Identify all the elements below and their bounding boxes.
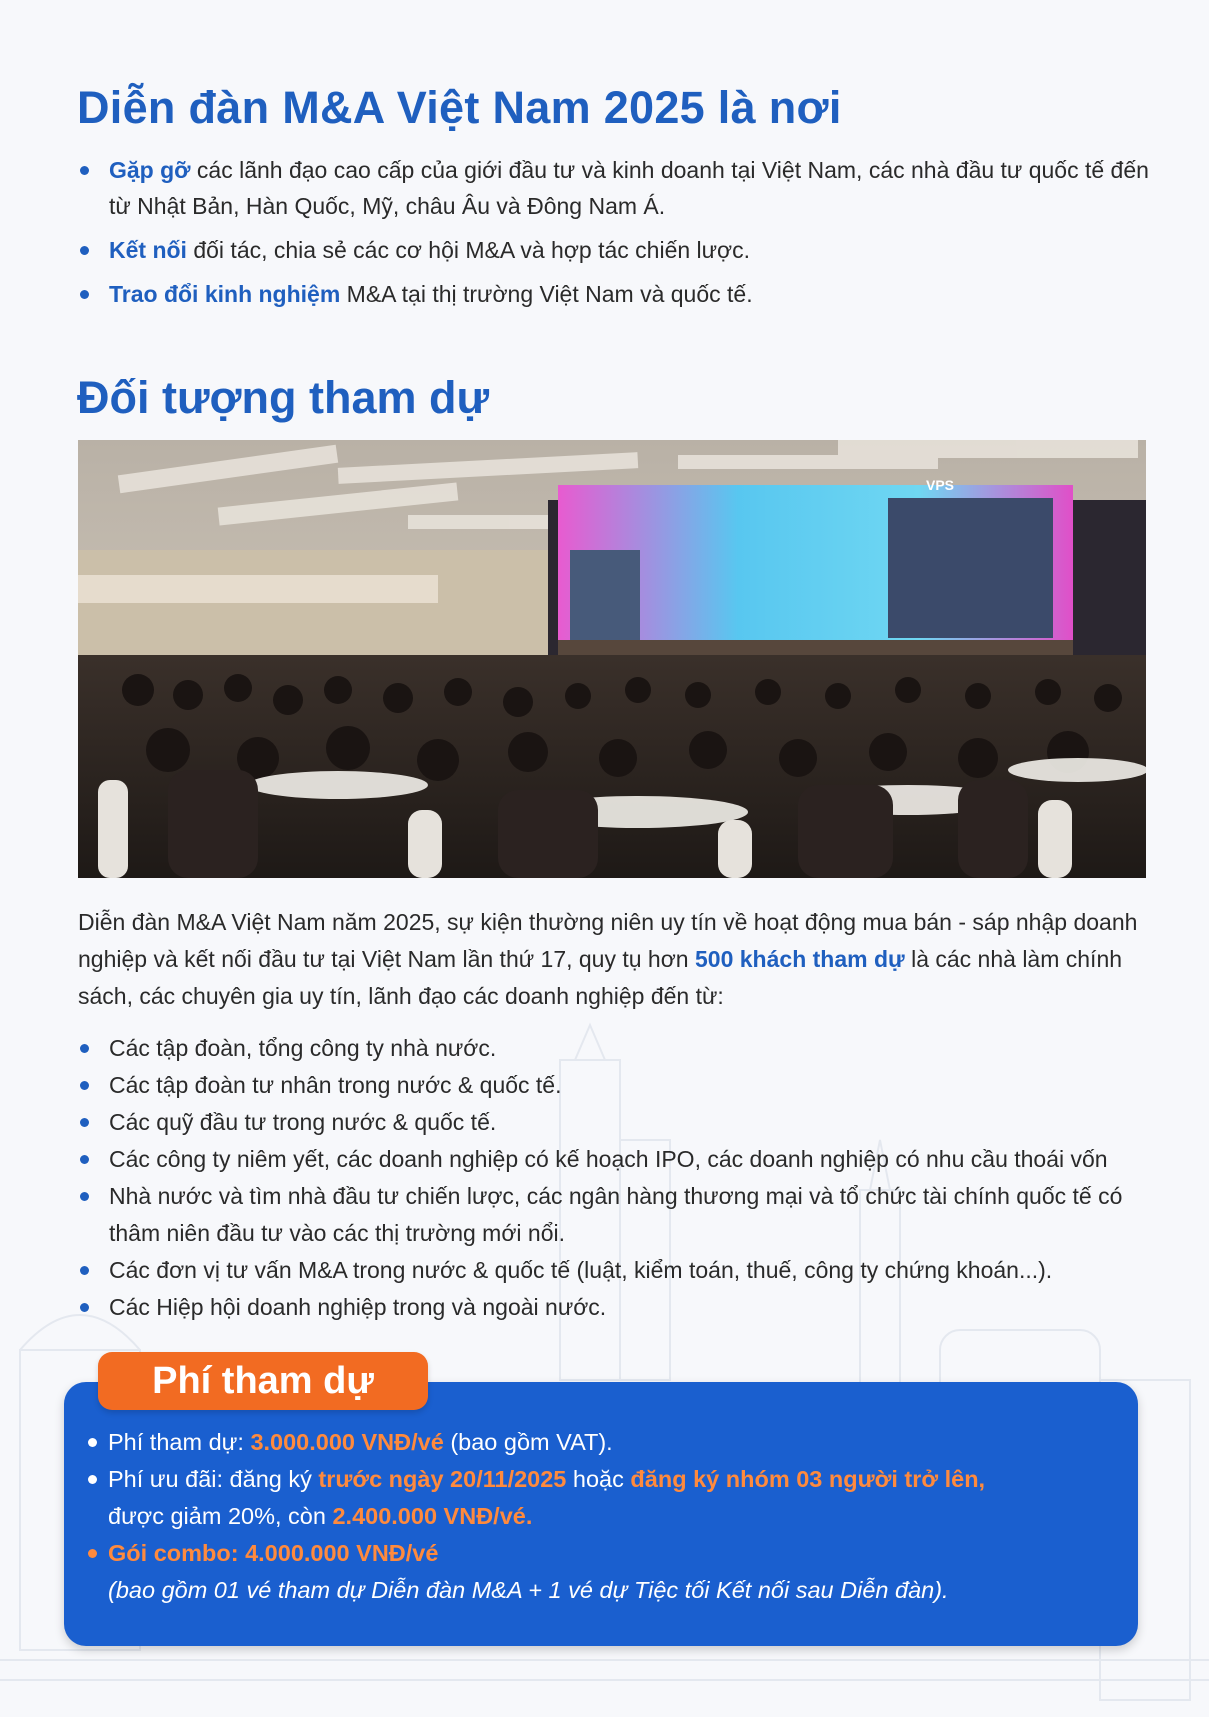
audience-item: Các công ty niêm yết, các doanh nghiệp có kế hoạch IPO, các doanh nghiệp có nhu cầu thoái vốn bbox=[77, 1141, 1157, 1178]
purpose-text: các lãnh đạo cao cấp của giới đầu tư và kinh doanh tại Việt Nam, các nhà đầu tư quốc tế đến từ Nhật Bản, Hàn Quốc, Mỹ, châu Âu và Đông Nam Á. bbox=[109, 157, 1149, 219]
audience-list bbox=[77, 1030, 1157, 1326]
purpose-text: M&A tại thị trường Việt Nam và quốc tế. bbox=[340, 281, 753, 307]
fee-standard-note: (bao gồm VAT). bbox=[443, 1429, 613, 1455]
purpose-lead: Gặp gỡ bbox=[109, 157, 191, 183]
fee-discount-text: được giảm 20%, còn bbox=[108, 1503, 333, 1529]
audience-item: Nhà nước và tìm nhà đầu tư chiến lược, các ngân hàng thương mại và tổ chức tài chính quốc tế có thâm niên đầu tư vào các thị trường mới nổi. bbox=[77, 1178, 1157, 1251]
fee-discount-date: trước ngày 20/11/2025 bbox=[318, 1466, 567, 1492]
fee-standard bbox=[86, 1424, 1126, 1461]
audience-item: Các tập đoàn tư nhân trong nước & quốc tế. bbox=[77, 1067, 1157, 1104]
fee-combo-note: (bao gồm 01 vé tham dự Diễn đàn M&A + 1 vé dự Tiệc tối Kết nối sau Diễn đàn). bbox=[108, 1577, 949, 1603]
conference-photo bbox=[78, 440, 1146, 878]
fee-discount-price: 2.400.000 VNĐ/vé. bbox=[332, 1503, 533, 1529]
fee-discount-group: đăng ký nhóm 03 người trở lên, bbox=[630, 1466, 986, 1492]
audience-item: Các quỹ đầu tư trong nước & quốc tế. bbox=[77, 1104, 1157, 1141]
fee-discount-label: Phí ưu đãi: đăng ký bbox=[108, 1466, 319, 1492]
description-text-b: là các nhà làm chính sách, các chuyên gia uy tín, lãnh đạo các doanh nghiệp đến từ: bbox=[78, 946, 1123, 1009]
purpose-item bbox=[77, 152, 1157, 224]
fee-heading: Phí tham dự bbox=[98, 1352, 428, 1410]
purpose-item bbox=[77, 232, 1157, 268]
fee-standard-price: 3.000.000 VNĐ/vé bbox=[250, 1429, 444, 1455]
purpose-lead: Kết nối bbox=[109, 237, 187, 263]
fee-combo-title: Gói combo: 4.000.000 VNĐ/vé bbox=[108, 1540, 439, 1566]
audience-item: Các tập đoàn, tổng công ty nhà nước. bbox=[77, 1030, 1157, 1067]
purpose-text: đối tác, chia sẻ các cơ hội M&A và hợp tác chiến lược. bbox=[186, 237, 751, 263]
description-text-a: Diễn đàn M&A Việt Nam năm 2025, sự kiện thường niên uy tín về hoạt động mua bán - sáp nhập doanh nghiệp và kết nối đầu tư tại Việt Nam lần thứ 17, quy tụ hơn bbox=[78, 909, 1138, 972]
attendee-count: 500 khách tham dự bbox=[695, 946, 905, 972]
fee-list bbox=[86, 1424, 1126, 1609]
purpose-lead: Trao đổi kinh nghiệm bbox=[109, 281, 341, 307]
audience-item: Các Hiệp hội doanh nghiệp trong và ngoài nước. bbox=[77, 1289, 1157, 1326]
fee-standard-label: Phí tham dự: bbox=[108, 1429, 251, 1455]
fee-discount bbox=[86, 1461, 1126, 1535]
audience-description bbox=[78, 904, 1146, 1015]
fee-combo bbox=[86, 1535, 1126, 1609]
audience-heading: Đối tượng tham dự bbox=[77, 372, 490, 423]
purpose-item bbox=[77, 276, 1157, 312]
forum-purpose-heading: Diễn đàn M&A Việt Nam 2025 là nơi bbox=[77, 82, 842, 133]
fee-discount-or: hoặc bbox=[566, 1466, 631, 1492]
audience-item: Các đơn vị tư vấn M&A trong nước & quốc tế (luật, kiểm toán, thuế, công ty chứng khoán...). bbox=[77, 1252, 1157, 1289]
forum-purpose-list bbox=[77, 152, 1157, 320]
photo-screen-text: VPS bbox=[926, 477, 955, 493]
